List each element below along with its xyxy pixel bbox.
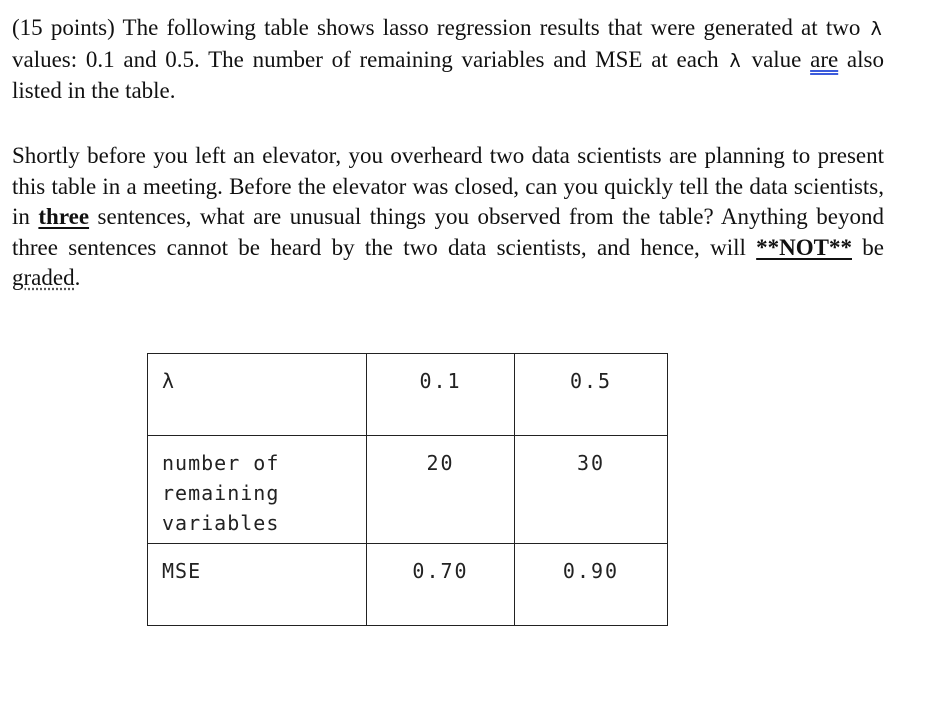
- p2-text-c: be: [852, 234, 884, 260]
- emphasis-not: **NOT**: [756, 234, 852, 260]
- cell-mse-0-1: 0.70: [367, 544, 515, 626]
- lambda-symbol: λ: [729, 49, 741, 72]
- p2-text-a: Shortly before you left an elevator, you overheard two data scientists are planning to present this table in a meeting. Before the elevator was closed, can you quickly tell the data scientists, in: [12, 143, 884, 229]
- header-lambda-label: λ: [148, 354, 367, 436]
- p2-text-d: .: [74, 265, 81, 290]
- grammar-flag-are: are: [810, 46, 839, 72]
- cell-vars-0-5: 30: [515, 436, 668, 544]
- p1-text-d: also listed in the table.: [12, 46, 884, 103]
- p2-text-b: sentences, what are unusual things you observed from the table? Anything beyond three sentences cannot be heard by the two data scientists, and hence, will: [12, 204, 885, 260]
- p1-text-a: (15 points) The following table shows lasso regression results that were generated at two: [12, 15, 869, 40]
- table-row-lambda: [148, 354, 668, 436]
- table-row-remaining-variables: [148, 436, 668, 544]
- cell-mse-0-5: 0.90: [515, 544, 668, 626]
- question-paragraph-1: [12, 13, 884, 107]
- emphasis-three: three: [38, 204, 90, 229]
- p1-text-c: value: [742, 46, 811, 72]
- lambda-symbol: λ: [870, 18, 882, 40]
- lasso-results-table: [147, 353, 668, 626]
- row-label-mse: MSE: [148, 544, 367, 626]
- header-lambda-0-1: 0.1: [367, 354, 515, 436]
- p1-text-b: values: 0.1 and 0.5. The number of remaining variables and MSE at each: [12, 46, 728, 72]
- header-lambda-0-5: 0.5: [515, 354, 668, 436]
- table-row-mse: [148, 544, 668, 626]
- row-label-remaining-variables: number of remaining variables: [148, 436, 367, 544]
- question-paragraph-2: [12, 141, 884, 294]
- spelling-flag-graded: graded: [12, 265, 75, 290]
- cell-vars-0-1: 20: [367, 436, 515, 544]
